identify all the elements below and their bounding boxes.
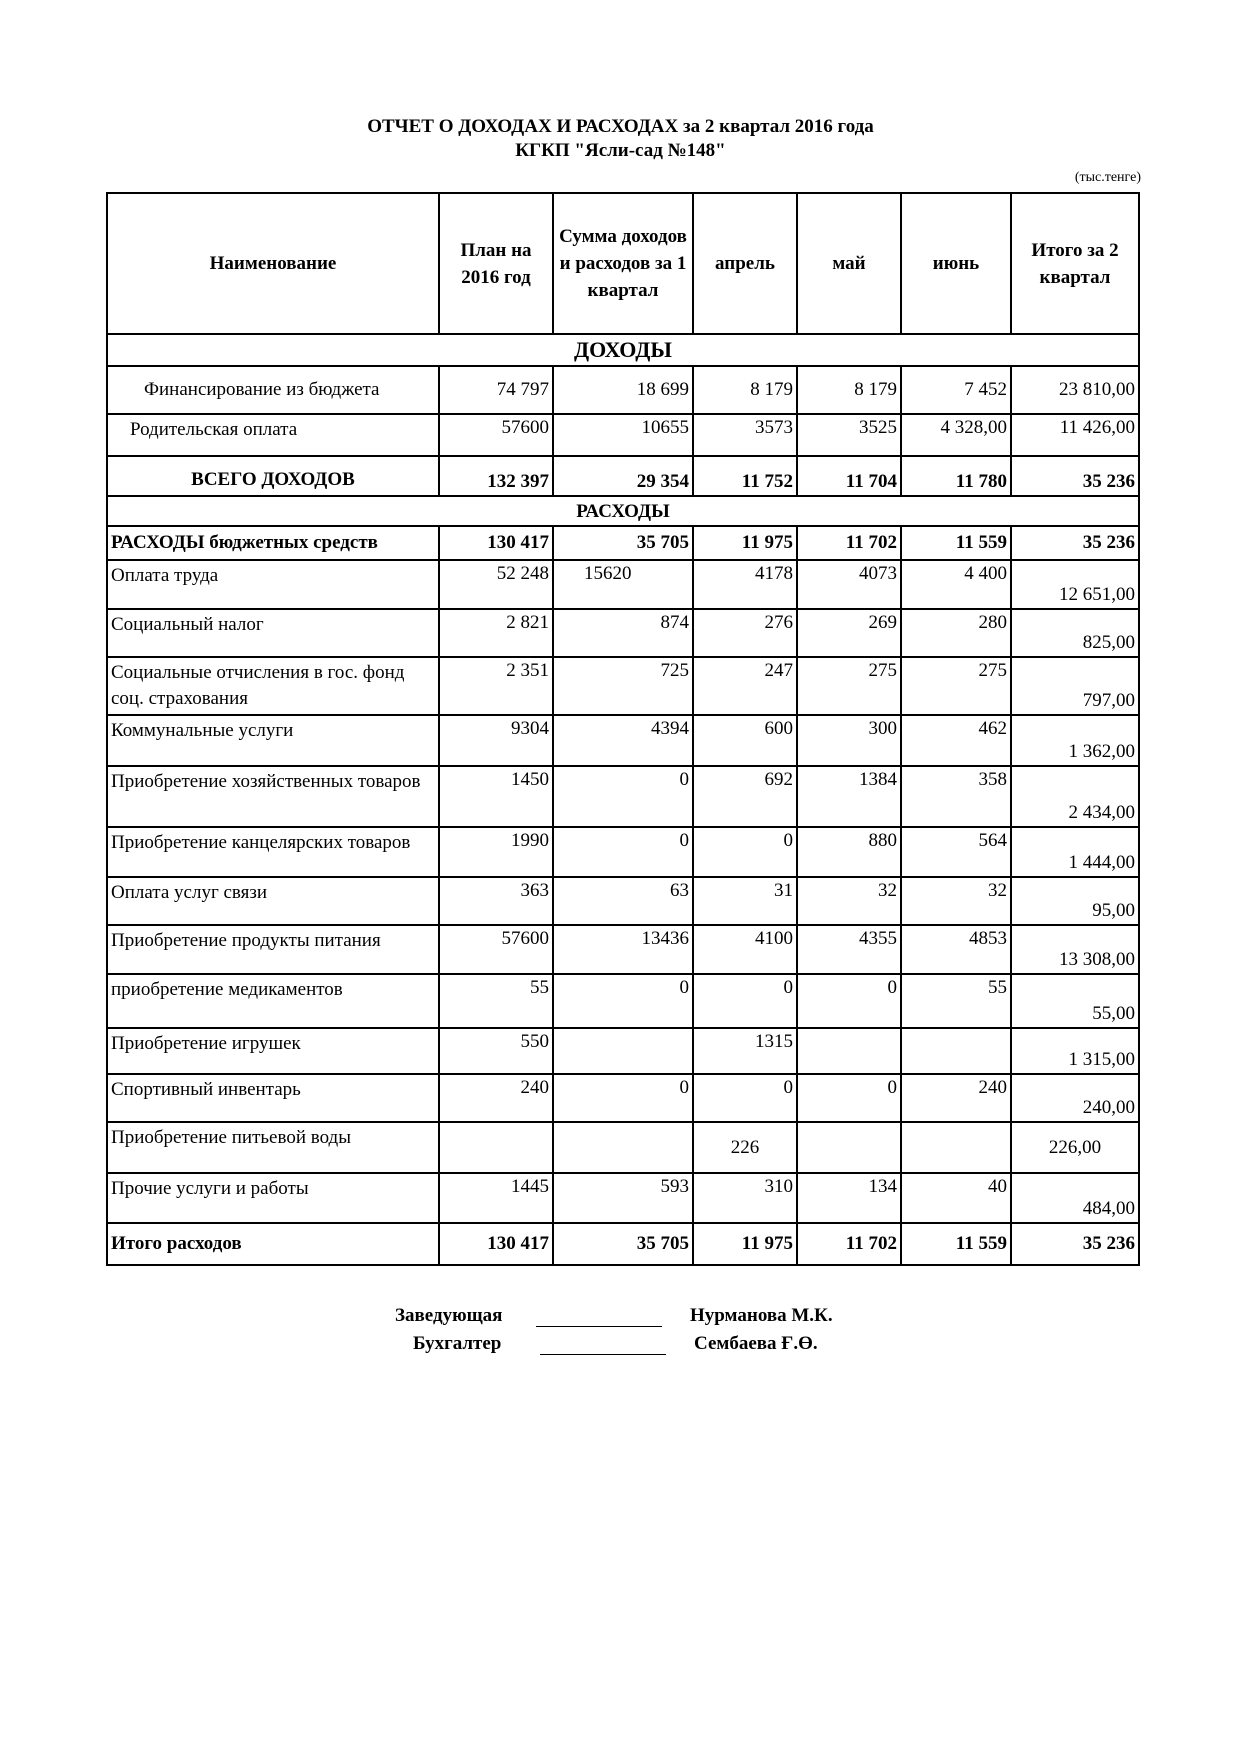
income-row	[107, 414, 1139, 456]
cell-q1: 0	[553, 827, 693, 877]
cell-may	[797, 1028, 901, 1074]
expense-row	[107, 766, 1139, 827]
cell-total: 23 810,00	[1011, 366, 1139, 414]
cell-may: 0	[797, 974, 901, 1028]
cell-june: 11 559	[901, 526, 1011, 560]
cell-june: 564	[901, 827, 1011, 877]
budget-expenses-row	[107, 526, 1139, 560]
cell-june: 55	[901, 974, 1011, 1028]
cell-plan: 550	[439, 1028, 553, 1074]
cell-total: 1 362,00	[1011, 715, 1139, 766]
cell-june: 275	[901, 657, 1011, 715]
cell-may: 4355	[797, 925, 901, 974]
cell-april: 11 752	[693, 456, 797, 496]
row-name: Приобретение игрушек	[107, 1028, 439, 1074]
cell-june: 280	[901, 609, 1011, 657]
header-plan: План на 2016 год	[439, 193, 553, 334]
cell-total: 35 236	[1011, 526, 1139, 560]
expenses-section-row	[107, 496, 1139, 526]
cell-may: 11 704	[797, 456, 901, 496]
row-name: Прочие услуги и работы	[107, 1173, 439, 1223]
income-row	[107, 366, 1139, 414]
cell-april: 1315	[693, 1028, 797, 1074]
cell-plan: 74 797	[439, 366, 553, 414]
header-name: Наименование	[107, 193, 439, 334]
row-name: Оплата труда	[107, 560, 439, 609]
row-name: Финансирование из бюджета	[107, 366, 439, 414]
cell-april: 0	[693, 827, 797, 877]
row-name: Социальные отчисления в гос. фонд соц. страхования	[107, 657, 439, 715]
row-name	[107, 526, 439, 560]
cell-plan: 363	[439, 877, 553, 925]
cell-may: 880	[797, 827, 901, 877]
cell-total: 11 426,00	[1011, 414, 1139, 456]
cell-q1	[553, 1122, 693, 1173]
cell-june: 4 400	[901, 560, 1011, 609]
row-name: Итого расходов	[107, 1223, 439, 1265]
cell-plan: 57600	[439, 925, 553, 974]
expense-row	[107, 827, 1139, 877]
cell-may: 4073	[797, 560, 901, 609]
cell-plan: 2 351	[439, 657, 553, 715]
cell-april: 8 179	[693, 366, 797, 414]
accountant-signature-line	[540, 1354, 666, 1355]
row-name: ВСЕГО ДОХОДОВ	[107, 456, 439, 496]
cell-total: 797,00	[1011, 657, 1139, 715]
cell-may	[797, 1122, 901, 1173]
cell-april: 4178	[693, 560, 797, 609]
header-may: май	[797, 193, 901, 334]
header-april: апрель	[693, 193, 797, 334]
row-name: Приобретение канцелярских товаров	[107, 827, 439, 877]
cell-june: 40	[901, 1173, 1011, 1223]
cell-plan: 2 821	[439, 609, 553, 657]
cell-plan: 57600	[439, 414, 553, 456]
cell-june: 240	[901, 1074, 1011, 1122]
cell-q1: 725	[553, 657, 693, 715]
row-name: Приобретение хозяйственных товаров	[107, 766, 439, 827]
cell-june: 11 559	[901, 1223, 1011, 1265]
cell-q1: 593	[553, 1173, 693, 1223]
row-name: Родительская оплата	[107, 414, 439, 456]
expense-row	[107, 609, 1139, 657]
row-name-bold: РАСХОДЫ	[111, 532, 205, 553]
cell-total: 95,00	[1011, 877, 1139, 925]
cell-may: 134	[797, 1173, 901, 1223]
accountant-role: Бухгалтер	[413, 1333, 502, 1354]
cell-q1: 874	[553, 609, 693, 657]
cell-total: 484,00	[1011, 1173, 1139, 1223]
cell-plan: 240	[439, 1074, 553, 1122]
expense-row	[107, 657, 1139, 715]
cell-may: 11 702	[797, 526, 901, 560]
cell-plan: 130 417	[439, 526, 553, 560]
cell-total: 1 444,00	[1011, 827, 1139, 877]
cell-may: 275	[797, 657, 901, 715]
cell-april: 692	[693, 766, 797, 827]
cell-total: 825,00	[1011, 609, 1139, 657]
cell-plan: 52 248	[439, 560, 553, 609]
expense-row	[107, 1074, 1139, 1122]
row-name: Оплата услуг связи	[107, 877, 439, 925]
cell-april: 226	[693, 1122, 797, 1173]
cell-plan: 132 397	[439, 456, 553, 496]
row-name: Приобретение продукты питания	[107, 925, 439, 974]
cell-q1: 0	[553, 766, 693, 827]
cell-april: 3573	[693, 414, 797, 456]
cell-may: 3525	[797, 414, 901, 456]
accountant-name: Сембаева Ғ.Ө.	[694, 1333, 818, 1354]
header-q1: Сумма доходов и расходов за 1 квартал	[553, 193, 693, 334]
row-name: Спортивный инвентарь	[107, 1074, 439, 1122]
cell-april: 0	[693, 1074, 797, 1122]
cell-q1: 63	[553, 877, 693, 925]
cell-plan	[439, 1122, 553, 1173]
cell-june	[901, 1028, 1011, 1074]
head-signature-line	[536, 1326, 662, 1327]
organization-name: КГКП "Ясли-сад №148"	[515, 140, 726, 161]
expense-row	[107, 560, 1139, 609]
cell-june	[901, 1122, 1011, 1173]
cell-june: 4 328,00	[901, 414, 1011, 456]
cell-april: 31	[693, 877, 797, 925]
cell-june: 462	[901, 715, 1011, 766]
expense-row	[107, 1122, 1139, 1173]
cell-plan: 1445	[439, 1173, 553, 1223]
cell-total: 55,00	[1011, 974, 1139, 1028]
cell-q1: 35 705	[553, 1223, 693, 1265]
cell-total: 226,00	[1011, 1122, 1139, 1173]
income-total-row	[107, 456, 1139, 496]
cell-total: 35 236	[1011, 456, 1139, 496]
header-total: Итого за 2 квартал	[1011, 193, 1139, 334]
cell-plan: 1990	[439, 827, 553, 877]
expense-row	[107, 925, 1139, 974]
cell-may: 300	[797, 715, 901, 766]
cell-june: 358	[901, 766, 1011, 827]
cell-q1: 0	[553, 1074, 693, 1122]
cell-may: 1384	[797, 766, 901, 827]
header-row	[107, 193, 1139, 334]
cell-q1: 4394	[553, 715, 693, 766]
cell-plan: 130 417	[439, 1223, 553, 1265]
cell-total: 1 315,00	[1011, 1028, 1139, 1074]
row-name-rest: бюджетных средств	[204, 532, 378, 553]
income-section-label: ДОХОДЫ	[107, 334, 1139, 366]
income-section-row	[107, 334, 1139, 366]
cell-may: 269	[797, 609, 901, 657]
cell-april: 276	[693, 609, 797, 657]
cell-total: 35 236	[1011, 1223, 1139, 1265]
cell-plan: 1450	[439, 766, 553, 827]
units-label: (тыс.тенге)	[1074, 170, 1141, 185]
expense-row	[107, 1173, 1139, 1223]
cell-june: 11 780	[901, 456, 1011, 496]
cell-total: 240,00	[1011, 1074, 1139, 1122]
cell-q1: 35 705	[553, 526, 693, 560]
expense-row	[107, 877, 1139, 925]
expenses-total-row	[107, 1223, 1139, 1265]
cell-june: 7 452	[901, 366, 1011, 414]
cell-april: 11 975	[693, 526, 797, 560]
cell-total: 12 651,00	[1011, 560, 1139, 609]
head-name: Нурманова М.К.	[690, 1305, 833, 1326]
cell-june: 32	[901, 877, 1011, 925]
head-role: Заведующая	[395, 1305, 503, 1326]
cell-april: 4100	[693, 925, 797, 974]
cell-q1: 10655	[553, 414, 693, 456]
expense-row	[107, 715, 1139, 766]
cell-plan: 9304	[439, 715, 553, 766]
cell-may: 8 179	[797, 366, 901, 414]
cell-april: 11 975	[693, 1223, 797, 1265]
cell-q1: 0	[553, 974, 693, 1028]
cell-june: 4853	[901, 925, 1011, 974]
cell-april: 0	[693, 974, 797, 1028]
report-table	[106, 192, 1140, 1266]
cell-may: 11 702	[797, 1223, 901, 1265]
row-name: приобретение медикаментов	[107, 974, 439, 1028]
cell-plan: 55	[439, 974, 553, 1028]
expense-row	[107, 974, 1139, 1028]
cell-total: 2 434,00	[1011, 766, 1139, 827]
row-name: Коммунальные услуги	[107, 715, 439, 766]
cell-april: 600	[693, 715, 797, 766]
expenses-section-label: РАСХОДЫ	[107, 496, 1139, 526]
cell-april: 310	[693, 1173, 797, 1223]
cell-q1	[553, 1028, 693, 1074]
header-june: июнь	[901, 193, 1011, 334]
cell-may: 32	[797, 877, 901, 925]
cell-q1: 15620	[553, 560, 693, 609]
cell-april: 247	[693, 657, 797, 715]
cell-q1: 18 699	[553, 366, 693, 414]
report-title: ОТЧЕТ О ДОХОДАХ И РАСХОДАХ за 2 квартал 2016 года	[367, 116, 874, 137]
cell-q1: 13436	[553, 925, 693, 974]
row-name: Приобретение питьевой воды	[107, 1122, 439, 1173]
row-name: Социальный налог	[107, 609, 439, 657]
cell-q1: 29 354	[553, 456, 693, 496]
expense-row	[107, 1028, 1139, 1074]
cell-may: 0	[797, 1074, 901, 1122]
cell-total: 13 308,00	[1011, 925, 1139, 974]
